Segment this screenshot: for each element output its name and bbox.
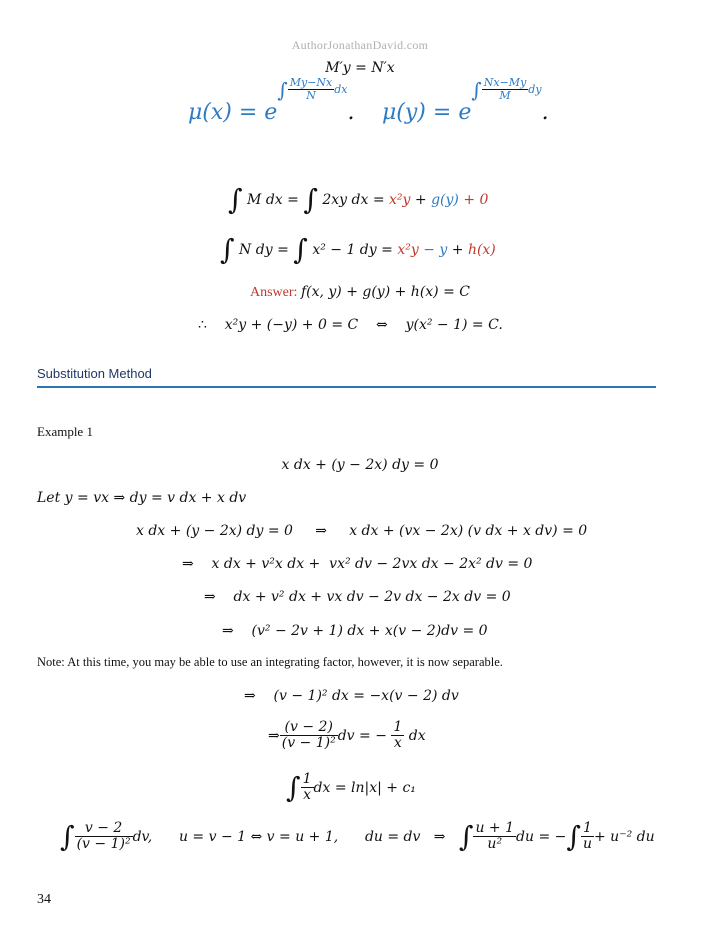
example-equation: x dx + (y − 2x) dy = 0 <box>281 457 439 473</box>
step-2: ⇒ x dx + v²x dx + vx² dv − 2vx dx − 2x² dv = 0 <box>182 556 533 572</box>
separable-step-1: ⇒ (v − 1)² dx = −x(v − 2) dv <box>244 688 459 704</box>
separable-step-2: ⇒ $\frac{(v - 2)}{\text{(v − 1)²}}$ dv = − $\frac{1}{x}$ dx <box>268 719 426 752</box>
step-4: ⇒ (v² − 2v + 1) dx + x(v − 2)dv = 0 <box>222 623 488 639</box>
integral-M: ∫ M dx = ∫ 2xy dx = x²y + g(y) + 0 <box>228 183 489 216</box>
step-3: ⇒ dx + v² dx + vx dv − 2v dx − 2x dv = 0 <box>204 589 511 605</box>
section-heading: Substitution Method <box>37 366 152 381</box>
integral-N: ∫ N dy = ∫ x² − 1 dy = x²y − y + h(x) <box>220 233 496 266</box>
answer-line: Answer: f(x, y) + g(y) + h(x) = C <box>250 284 470 300</box>
step-1: x dx + (y − 2x) dy = 0 ⇒ x dx + (vx − 2x) (v dx + x dv) = 0 <box>136 523 588 539</box>
heading-rule <box>37 386 656 388</box>
mu-x-formula: $\mu(x) = e^{\int \frac{My-Nx}{N} dx}$. <box>188 76 355 125</box>
integral-1-over-x: ∫ $\frac{1}{x}$ dx = ln|x| + c₁ <box>286 770 416 804</box>
watermark: AuthorJonathanDavid.com <box>291 38 429 52</box>
final-line: ∫ $\frac{v - 2}{\text{(v − 1)²}}$ dv, u = v − 1 ⇔ v = u + 1, du = dv ⇒ ∫ $\frac{u + 1}{\text{u²}}$ du = −∫ $\frac{1}{u}$ + u⁻² du <box>60 819 655 853</box>
substitution-line: Let y = vx ⇒ dy = v dx + x dv <box>37 490 247 506</box>
exact-condition: M′y = N′x <box>325 60 395 76</box>
therefore-line: ∴ x²y + (−y) + 0 = C ⇔ y(x² − 1) = C. <box>198 317 503 333</box>
example-label: Example 1 <box>37 424 93 439</box>
note: Note: At this time, you may be able to use an integrating factor, however, it is now separable. <box>37 655 503 669</box>
mu-y-formula: $\mu(y) = e^{\int \frac{Nx-My}{M} dy}$. <box>382 76 549 125</box>
page-number: 34 <box>37 892 51 907</box>
